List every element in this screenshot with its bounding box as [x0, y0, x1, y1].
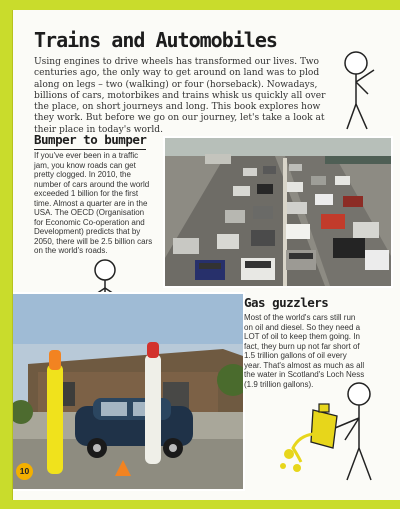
book-page	[12, 10, 400, 500]
stick-figure-oil-can-icon	[275, 376, 395, 496]
page-title: Trains and Automobiles	[34, 28, 277, 52]
stick-figure-icon	[333, 50, 383, 132]
gas-text: Most of the world's cars still run on oil and diesel. So they need a LOT of oil to keep them going. In fact, they burn up not far short of 1.5 trillion gallons of oil every year. That's almost as much as all the water in Scotland's Loch Ness (1.9 trillion gallons).	[244, 313, 365, 389]
bumper-heading: Bumper to bumper	[34, 132, 146, 150]
gas-heading: Gas guzzlers	[244, 295, 329, 310]
gas-station-photo	[12, 292, 245, 491]
traffic-photo	[163, 136, 393, 288]
intro-paragraph: Using engines to drive wheels has transformed our lives. Two centuries ago, the only way to get around on land was to plod along on legs – two (walking) or four (horseback). Nowadays, billions of cars, motorbikes and trains whisk us quickly all over the place, on short journeys and long. This book explores how they work. But before we go on our journey, let's take a look at their place in today's world.	[34, 57, 326, 135]
bumper-text: If you've ever been in a traffic jam, you know roads can get pretty clogged. In 2010, the number of cars around the world exceeded 1 billion for the first time. Almost a quarter are in the USA. The OECD (Organisation for Economic Co-operation and Development) predicts that by 2050, there will be 2.5 billion cars on the world's roads.	[34, 151, 153, 255]
page-number-badge: 10	[16, 463, 33, 480]
